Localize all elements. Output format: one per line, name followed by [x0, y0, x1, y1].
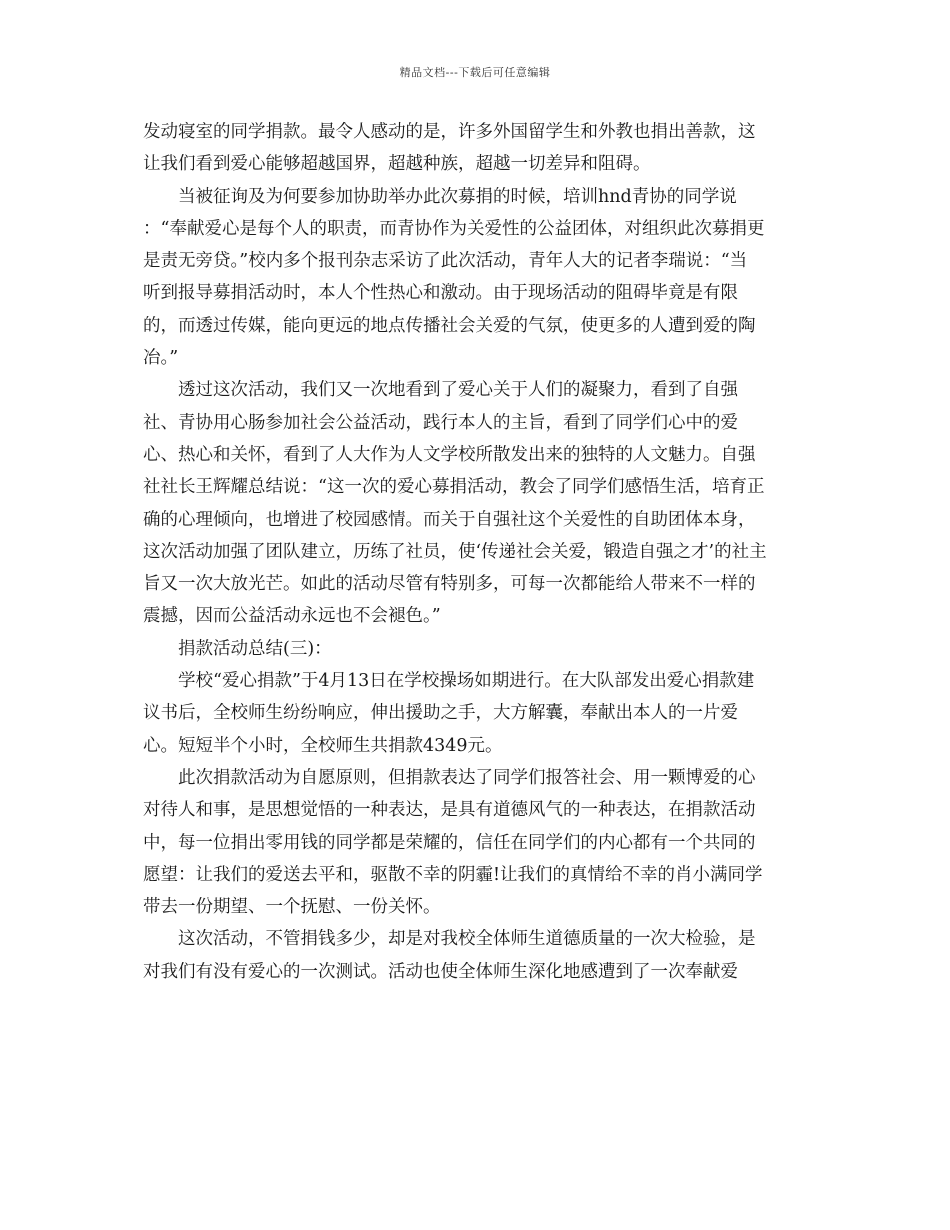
text-line: 当被征询及为何要参加协助举办此次募捐的时候，培训hnd青协的同学说 [178, 186, 737, 207]
text-line: 捐款活动总结(三)： [178, 638, 332, 659]
text-line: 听到报导募捐活动时，本人个性热心和激动。由于现场活动的阻碍毕竟是有限 [143, 283, 738, 304]
text-line: 中，每一位捐出零用钱的同学都是荣耀的，信任在同学们的内心都有一个共同的 [143, 832, 756, 853]
text-line: 带去一份期望、一个抚慰、一份关怀。 [143, 897, 441, 918]
text-line: 此次捐款活动为自愿原则，但捐款表达了同学们报答社会、用一颗博爱的心 [178, 767, 756, 788]
text-line: 心。短短半个小时，全校师生共捐款4349元。 [143, 735, 503, 756]
document-body [143, 116, 813, 988]
text-line: 这次活动，不管捐钱多少，却是对我校全体师生道德质量的一次大检验，是 [178, 929, 756, 950]
text-line: 透过这次活动，我们又一次地看到了爱心关于人们的凝聚力，看到了自强 [178, 380, 738, 401]
text-line: 让我们看到爱心能够超越国界，超越种族，超越一切差异和阻碍。 [143, 154, 651, 175]
text-line: 发动寝室的同学捐款。最令人感动的是，许多外国留学生和外教也捐出善款，这 [143, 122, 756, 142]
text-line: 对我们有没有爱心的一次测试。活动也使全体师生深化地感遭到了一次奉献爱 [143, 961, 738, 982]
text-line: 这次活动加强了团队建立，历练了社员，使‘传递社会关爱，锻造自强之才’的社主 [143, 541, 767, 562]
text-line: ：“奉献爱心是每个人的职责，而青协作为关爱性的公益团体，对组织此次募捐更 [143, 218, 765, 239]
text-line: 议书后，全校师生纷纷响应，伸出援助之手，大方解囊，奉献出本人的一片爱 [143, 703, 738, 724]
text-line: 对待人和事，是思想觉悟的一种表达，是具有道德风气的一种表达，在捐款活动 [143, 800, 756, 821]
text-line: 确的心理倾向，也增进了校园感情。而关于自强社这个关爱性的自助团体本身， [143, 509, 756, 530]
page-header: 精品文档---下载后可任意编辑 [399, 66, 551, 79]
text-line: 冶。” [143, 348, 179, 369]
text-line: 是责无旁贷。”校内多个报刊杂志采访了此次活动，青年人大的记者李瑞说：“当 [143, 251, 748, 272]
text-line: 旨又一次大放光芒。如此的活动尽管有特别多，可每一次都能给人带来不一样的 [143, 574, 756, 595]
text-line: 震撼，因而公益活动永远也不会褪色。” [143, 606, 441, 627]
text-line: 愿望：让我们的爱送去平和，驱散不幸的阴霾!让我们的真情给不幸的肖小满同学 [143, 864, 763, 885]
text-line: 社社长王辉耀总结说：“这一次的爱心募捐活动，教会了同学们感悟生活，培育正 [143, 477, 765, 498]
text-line: 社、青协用心肠参加社会公益活动，践行本人的主旨，看到了同学们心中的爱 [143, 412, 738, 433]
text-line: 学校“爱心捐款”于4月13日在学校操场如期进行。在大队部发出爱心捐款建 [178, 671, 755, 692]
text-line: 心、热心和关怀，看到了人大作为人文学校所散发出来的独特的人文魅力。自强 [143, 444, 756, 465]
text-line: 的，而透过传媒，能向更远的地点传播社会关爱的气氛，使更多的人遭到爱的陶 [143, 315, 756, 336]
